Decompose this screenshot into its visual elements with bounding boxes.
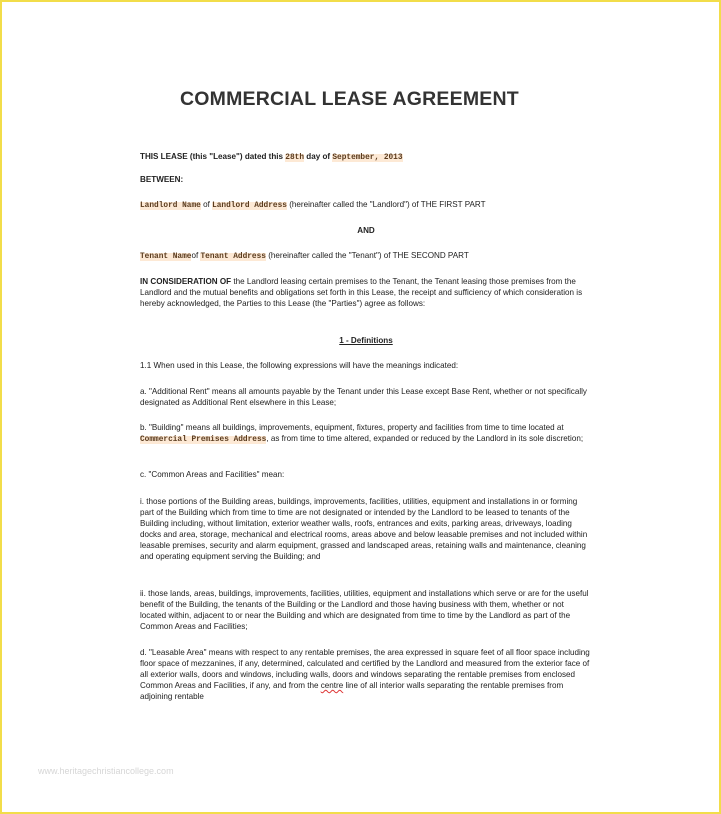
clause-d-after: line of all interior walls separating the rentable premises from adjoining rentable xyxy=(140,681,564,701)
consideration-text: the Landlord leasing certain premises to the Tenant, the Tenant leasing those premises from the Landlord and the mutual benefits and obligations set forth in this Lease, the receipt and sufficiency of which consideration is hereby acknowledged, the Parties to this Lease (the "Parties") agree as follows: xyxy=(140,277,583,308)
landlord-line xyxy=(140,199,592,212)
tenant-address-field[interactable]: Tenant Address xyxy=(200,253,266,261)
tenant-name-field[interactable]: Tenant Name xyxy=(140,253,192,261)
intro-mid: day of xyxy=(304,152,333,161)
clause-b-before: b. "Building" means all buildings, improvements, equipment, fixtures, property and facilities from time to time located at xyxy=(140,423,564,432)
clause-c: c. "Common Areas and Facilities" mean: xyxy=(140,470,285,479)
clause-b xyxy=(140,422,592,446)
and-label: AND xyxy=(357,226,375,235)
day-field[interactable]: 28th xyxy=(285,154,305,162)
clause-d xyxy=(140,647,592,702)
section-heading xyxy=(140,335,592,346)
between-label: BETWEEN: xyxy=(140,175,184,184)
landlord-suffix: (hereinafter called the "Landlord") of THE FIRST PART xyxy=(286,200,486,209)
document-title: COMMERCIAL LEASE AGREEMENT xyxy=(180,88,519,110)
clause-b-after: , as from time to time altered, expanded or reduced by the Landlord in its sole discretion; xyxy=(266,434,584,443)
section-heading-text: 1 - Definitions xyxy=(339,336,393,345)
clause-c-ii: ii. those lands, areas, buildings, improvements, facilities, utilities, equipment and installations which serve or are for the useful benefit of the Building, the tenants of the Building or the Landlord and those having business with them, whether or not located within, adjacent to or near the Building and which are designated from time to time by the Landlord as part of the Common Areas and Facilities; xyxy=(140,589,589,631)
landlord-name-field[interactable]: Landlord Name xyxy=(140,202,201,210)
clause-a: a. "Additional Rent" means all amounts payable by the Tenant under this Lease except Base Rent, whether or not specifically designated as Additional Rent elsewhere in this Lease; xyxy=(140,387,587,407)
intro-prefix: THIS LEASE (this "Lease") dated this xyxy=(140,152,286,161)
consideration-paragraph xyxy=(140,276,592,309)
tenant-line xyxy=(140,250,592,263)
month-year-field[interactable]: September, 2013 xyxy=(332,154,403,162)
intro-line xyxy=(140,151,592,164)
clause-1-1: 1.1 When used in this Lease, the following expressions will have the meanings indicated: xyxy=(140,361,459,370)
tenant-suffix: (hereinafter called the "Tenant") of THE SECOND PART xyxy=(265,251,469,260)
clause-d-before: d. "Leasable Area" means with respect to any rentable premises, the area expressed in square feet of all floor space including floor space of mezzanines, if any, determined, calculated and certified by the Landlord and measured from the exterior face of all exterior walls, doors and windows, including walls, doors and windows separating the rentable premises from enclosed Common Areas and Facilities, if any, and from the xyxy=(140,648,590,690)
landlord-of: of xyxy=(200,200,213,209)
commercial-premises-address-field[interactable]: Commercial Premises Address xyxy=(140,436,267,444)
landlord-address-field[interactable]: Landlord Address xyxy=(212,202,287,210)
consideration-lead: IN CONSIDERATION OF xyxy=(140,277,232,286)
clause-c-i: i. those portions of the Building areas, buildings, improvements, facilities, utilities, equipment and installations in or forming part of the Building which from time to time are not designated or intended by the Landlord to be leased to tenants of the Building including, without limitation, exterior weather walls, roofs, entrances and exits, parking areas, driveways, loading docks and area, storage, mechanical and electrical rooms, areas above and below leasable premises and not included within leasable premises, security and alarm equipment, grassed and landscaped areas, retaining walls and maintenance, cleaning and operating equipment serving the Building; and xyxy=(140,497,588,561)
watermark-text: www.heritagechristiancollege.com xyxy=(38,766,174,776)
clause-d-spell-word: centre xyxy=(320,681,344,690)
tenant-of: of xyxy=(191,251,201,260)
